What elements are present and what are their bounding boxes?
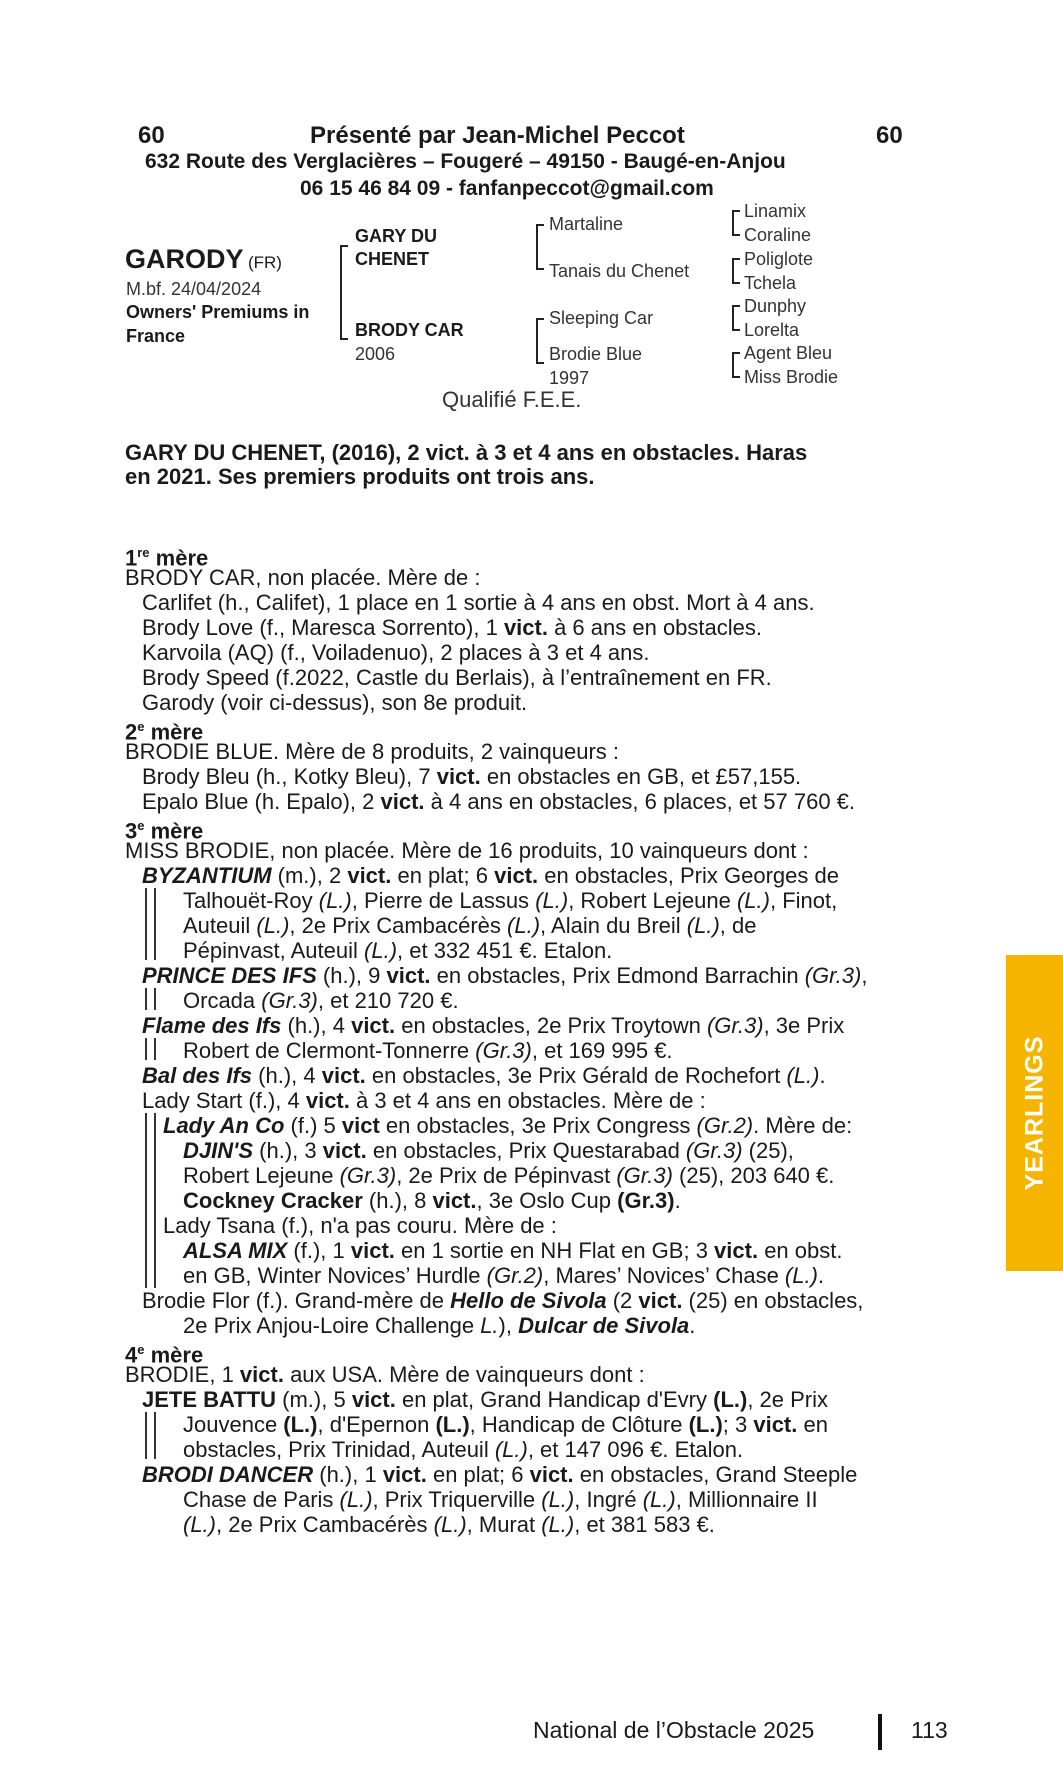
- lady-an-co-line: Lady An Co (f.) 5 vict en obstacles, 3e Prix Congress (Gr.2). Mère de:: [163, 1113, 853, 1138]
- contact-line: 06 15 46 84 09 - fanfanpeccot@gmail.com: [300, 177, 714, 200]
- ped-ssd: Coraline: [744, 225, 812, 245]
- presenter-title: Présenté par Jean-Michel Peccot: [310, 122, 685, 149]
- bracket-tick: [732, 329, 740, 331]
- alsa-mix-line2: en GB, Winter Novices’ Hurdle (Gr.2), Mares’ Novices’ Chase (L.).: [183, 1263, 825, 1288]
- dam2-produce-2: Epalo Blue (h. Epalo), 2 vict. à 4 ans en obstacles, 6 places, et 57 760 €.: [142, 789, 856, 814]
- jete-battu-line1: JETE BATTU (m.), 5 vict. en plat, Grand Handicap d'Evry (L.), 2e Prix: [142, 1387, 829, 1412]
- alsa-mix-line1: ALSA MIX (f.), 1 vict. en 1 sortie en NH Flat en GB; 3 vict. en obst.: [183, 1238, 843, 1263]
- ped-dsd: Lorelta: [744, 320, 800, 340]
- bracket-tick: [732, 210, 740, 212]
- bracket-tick: [732, 258, 740, 260]
- dam1-produce-1: Carlifet (h., Califet), 1 place en 1 sortie à 4 ans en obst. Mort à 4 ans.: [142, 590, 815, 615]
- bracket-tick: [732, 234, 740, 236]
- qualification: Qualifié F.E.E.: [442, 387, 582, 412]
- sire-name-line1: GARY DU: [355, 226, 438, 246]
- pedigree-bracket-3a: [732, 210, 734, 236]
- continuation-bar: [145, 988, 156, 1010]
- dam-dam: Brodie Blue: [549, 344, 643, 364]
- bracket-tick: [732, 282, 740, 284]
- brodi-dancer-line1: BRODI DANCER (h.), 1 vict. en plat; 6 vict. en obstacles, Grand Steeple: [142, 1462, 858, 1487]
- bracket-tick: [732, 352, 740, 354]
- pedigree-bracket-3c: [732, 305, 734, 331]
- bracket-tick: [732, 305, 740, 307]
- lady-tsana-line: Lady Tsana (f.), n'a pas couru. Mère de :: [163, 1213, 557, 1238]
- bracket-tick: [536, 362, 544, 364]
- sire-summary-line2: en 2021. Ses premiers produits ont trois ans.: [125, 464, 595, 489]
- section-tab-yearlings: [1006, 955, 1063, 1271]
- prince-des-ifs-line2: Orcada (Gr.3), et 210 720 €.: [183, 988, 459, 1013]
- flame-des-ifs-line1: Flame des Ifs (h.), 4 vict. en obstacles, 2e Prix Troytown (Gr.3), 3e Prix: [142, 1013, 845, 1038]
- bracket-tick: [536, 268, 544, 270]
- flame-des-ifs-line2: Robert de Clermont-Tonnerre (Gr.3), et 169 995 €.: [183, 1038, 673, 1063]
- bracket-tick: [536, 224, 544, 226]
- section-tab-label: YEARLINGS: [1020, 1035, 1048, 1191]
- cockney-cracker-line: Cockney Cracker (h.), 8 vict., 3e Oslo Cup (Gr.3).: [183, 1188, 681, 1213]
- dam1-heading: 1re mère: [125, 545, 209, 571]
- continuation-bar: [145, 1038, 156, 1060]
- ped-sdd: Tchela: [744, 273, 797, 293]
- horse-name: GARODY: [125, 244, 244, 274]
- horse-info: M.bf. 24/04/2024: [126, 279, 262, 299]
- bracket-tick: [340, 338, 348, 340]
- jete-battu-line3: obstacles, Prix Trinidad, Auteuil (L.), et 147 096 €. Etalon.: [183, 1437, 744, 1462]
- dam2-produce-1: Brody Bleu (h., Kotky Bleu), 7 vict. en obstacles en GB, et £57,155.: [142, 764, 802, 789]
- brodie-flor-line2: 2e Prix Anjou-Loire Challenge L.), Dulcar de Sivola.: [183, 1313, 696, 1338]
- prince-des-ifs-line1: PRINCE DES IFS (h.), 9 vict. en obstacles, Prix Edmond Barrachin (Gr.3),: [142, 963, 868, 988]
- byzantium-line3: Auteuil (L.), 2e Prix Cambacérès (L.), Alain du Breil (L.), de: [183, 913, 757, 938]
- horse-identity: [125, 244, 282, 275]
- continuation-bar: [145, 1113, 156, 1288]
- bracket-tick: [732, 376, 740, 378]
- address-line: 632 Route des Verglacières – Fougeré – 49150 - Baugé-en-Anjou: [145, 150, 786, 173]
- jete-battu-line2: Jouvence (L.), d'Epernon (L.), Handicap de Clôture (L.); 3 vict. en: [183, 1412, 828, 1437]
- dam4-intro: BRODIE, 1 vict. aux USA. Mère de vainqueurs dont :: [125, 1362, 645, 1387]
- premium-line2: France: [126, 326, 186, 346]
- dam1-produce-3: Karvoila (AQ) (f., Voiladenuo), 2 places à 3 et 4 ans.: [142, 640, 650, 665]
- dam-year: 2006: [355, 344, 396, 364]
- byzantium-line1: BYZANTIUM (m.), 2 vict. en plat; 6 vict. en obstacles, Prix Georges de: [142, 863, 839, 888]
- dam2-intro: BRODIE BLUE. Mère de 8 produits, 2 vainqueurs :: [125, 739, 620, 764]
- dam2-heading: 2e mère: [125, 719, 204, 745]
- dam3-intro: MISS BRODIE, non placée. Mère de 16 produits, 10 vainqueurs dont :: [125, 838, 809, 863]
- brodi-dancer-line2: Chase de Paris (L.), Prix Triquerville (L.), Ingré (L.), Millionnaire II: [183, 1487, 818, 1512]
- dam1-produce-4: Brody Speed (f.2022, Castle du Berlais), à l’entraînement en FR.: [142, 665, 772, 690]
- dam1-produce-5: Garody (voir ci-dessus), son 8e produit.: [142, 690, 528, 715]
- pedigree-bracket-1: [340, 245, 342, 340]
- pedigree-bracket-2b: [536, 318, 538, 364]
- lot-number-right: 60: [876, 122, 903, 149]
- dam1-produce-2: Brody Love (f., Maresca Sorrento), 1 vict. à 6 ans en obstacles.: [142, 615, 762, 640]
- footer-separator: [878, 1714, 882, 1750]
- lot-number-left: 60: [138, 122, 165, 149]
- djins-line1: DJIN'S (h.), 3 vict. en obstacles, Prix Questarabad (Gr.3) (25),: [183, 1138, 794, 1163]
- dam3-heading: 3e mère: [125, 818, 204, 844]
- ped-sds: Poliglote: [744, 249, 814, 269]
- dam-name: BRODY CAR: [355, 320, 464, 340]
- dam4-heading: 4e mère: [125, 1342, 204, 1368]
- premium-line1: Owners' Premiums in: [126, 302, 310, 322]
- dam-dam-year: 1997: [549, 368, 590, 388]
- bracket-tick: [340, 245, 348, 247]
- lady-start-line: Lady Start (f.), 4 vict. à 3 et 4 ans en obstacles. Mère de :: [142, 1088, 706, 1113]
- djins-line2: Robert Lejeune (Gr.3), 2e Prix de Pépinvast (Gr.3) (25), 203 640 €.: [183, 1163, 835, 1188]
- pedigree-bracket-2a: [536, 224, 538, 270]
- byzantium-line4: Pépinvast, Auteuil (L.), et 332 451 €. Etalon.: [183, 938, 613, 963]
- footer-publication: National de l’Obstacle 2025: [533, 1717, 815, 1743]
- sire-name-line2: CHENET: [355, 249, 430, 269]
- pedigree-bracket-3b: [732, 258, 734, 284]
- dam-sire: Sleeping Car: [549, 308, 654, 328]
- continuation-bar: [145, 1412, 156, 1459]
- ped-sss: Linamix: [744, 201, 807, 221]
- ped-ddd: Miss Brodie: [744, 367, 839, 387]
- pedigree-bracket-3d: [732, 352, 734, 378]
- sire-summary-line1: GARY DU CHENET, (2016), 2 vict. à 3 et 4 ans en obstacles. Haras: [125, 440, 808, 465]
- brodi-dancer-line3: (L.), 2e Prix Cambacérès (L.), Murat (L.), et 381 583 €.: [183, 1512, 715, 1537]
- dam1-intro: BRODY CAR, non placée. Mère de :: [125, 565, 481, 590]
- sire-sire: Martaline: [549, 214, 624, 234]
- sire-dam: Tanais du Chenet: [549, 261, 690, 281]
- ped-dss: Dunphy: [744, 296, 807, 316]
- brodie-flor-line1: Brodie Flor (f.). Grand-mère de Hello de Sivola (2 vict. (25) en obstacles,: [142, 1288, 864, 1313]
- ped-dds: Agent Bleu: [744, 343, 833, 363]
- page-number: 113: [911, 1717, 948, 1743]
- bracket-tick: [536, 318, 544, 320]
- bal-des-ifs-line: Bal des Ifs (h.), 4 vict. en obstacles, 3e Prix Gérald de Rochefort (L.).: [142, 1063, 826, 1088]
- byzantium-line2: Talhouët-Roy (L.), Pierre de Lassus (L.), Robert Lejeune (L.), Finot,: [183, 888, 838, 913]
- continuation-bar: [145, 888, 156, 960]
- horse-origin: (FR): [247, 253, 282, 272]
